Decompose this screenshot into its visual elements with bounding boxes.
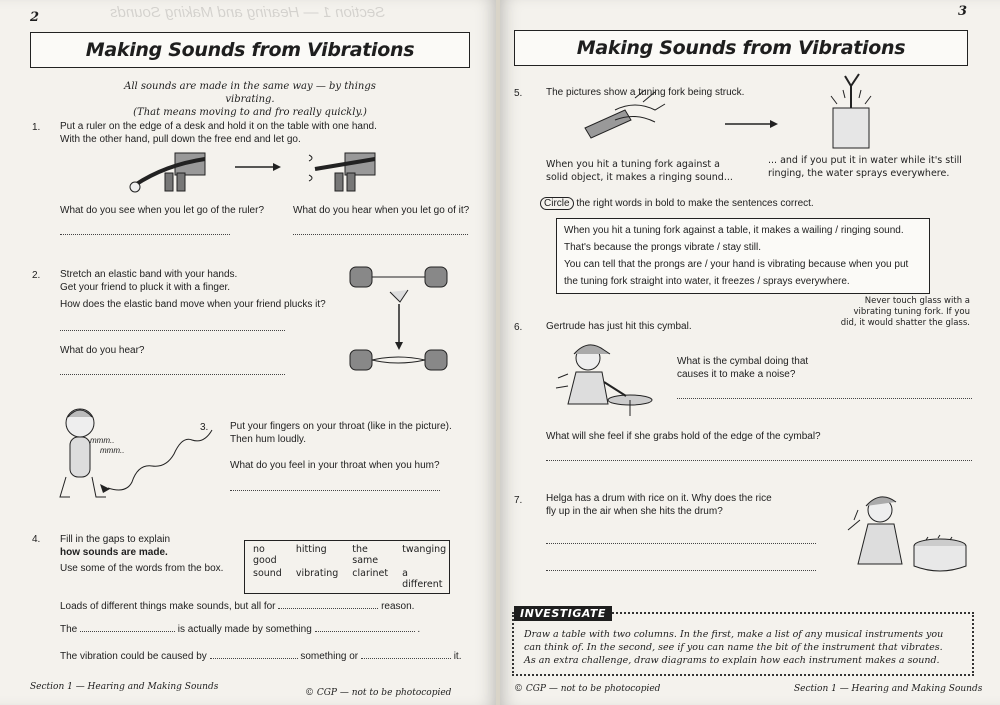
investigate-heading: INVESTIGATE bbox=[514, 606, 612, 621]
page-number: 2 bbox=[30, 10, 40, 25]
question-1-see: What do you see when you let go of the ruler? bbox=[60, 205, 265, 216]
answer-line-6a[interactable] bbox=[677, 398, 972, 399]
gap-sentence-3c: it. bbox=[453, 651, 462, 662]
question-6-ask-1-line-2: causes it to make a noise? bbox=[677, 369, 796, 380]
answer-line-1b[interactable] bbox=[293, 234, 468, 235]
question-6-ask-2: What will she feel if she grabs hold of the edge of the cymbal? bbox=[546, 431, 821, 442]
hum-text-1: mmm.. bbox=[90, 436, 115, 445]
gap-sentence-2 bbox=[60, 623, 420, 636]
gap-sentence-3b: something or bbox=[300, 651, 359, 662]
caption-1-line-2: solid object, it makes a ringing sound... bbox=[546, 172, 733, 183]
intro-line-2: (That means moving to and fro really quickly.) bbox=[133, 107, 367, 118]
question-5-number: 5. bbox=[514, 88, 523, 99]
question-3-ask: What do you feel in your throat when you hum? bbox=[230, 460, 440, 471]
investigate-text bbox=[524, 628, 962, 667]
answer-line-7a[interactable] bbox=[546, 543, 816, 544]
page-title: Making Sounds from Vibrations bbox=[85, 39, 415, 61]
word-item: sound bbox=[253, 568, 282, 579]
question-3-line-2: Then hum loudly. bbox=[230, 434, 306, 445]
tuning-fork-illustration bbox=[575, 68, 885, 150]
gap-blank-3[interactable] bbox=[315, 631, 415, 632]
question-4-line-3: Use some of the words from the box. bbox=[60, 563, 224, 574]
word-item: a different bbox=[402, 568, 443, 590]
answer-line-7b[interactable] bbox=[546, 570, 816, 571]
question-2-line-1: Stretch an elastic band with your hands. bbox=[60, 269, 238, 280]
circle-instruction bbox=[540, 197, 814, 210]
circle-words-box bbox=[556, 218, 930, 294]
question-7-line-1: Helga has a drum with rice on it. Why does the rice bbox=[546, 493, 772, 504]
question-1-number: 1. bbox=[32, 122, 41, 133]
box-line-1: When you hit a tuning fork against a table, it makes a wailing / ringing sound. bbox=[564, 225, 904, 236]
footer-left: Section 1 — Hearing and Making Sounds bbox=[30, 682, 219, 692]
question-7-number: 7. bbox=[514, 495, 523, 506]
question-6-ask-1 bbox=[677, 355, 877, 381]
question-2-move: How does the elastic band move when your friend plucks it? bbox=[60, 299, 326, 310]
safety-note-line-3: did, it would shatter the glass. bbox=[840, 318, 970, 328]
investigate-line-1: Draw a table with two columns. In the first, make a list of any musical instruments you bbox=[524, 629, 944, 640]
gap-sentence-1 bbox=[60, 600, 414, 613]
caption-2-line-1: ... and if you put it in water while it's still bbox=[768, 155, 962, 166]
answer-line-3[interactable] bbox=[230, 490, 440, 491]
intro-line-1: All sounds are made in the same way — by things vibrating. bbox=[124, 81, 376, 105]
question-4-line-2: how sounds are made. bbox=[60, 547, 168, 558]
investigate-line-2: can think of. In the second, see if you can name the bit of the instrument that vibrates. bbox=[524, 642, 943, 653]
question-2-text bbox=[60, 268, 340, 294]
question-3-line-1: Put your fingers on your throat (like in the picture). bbox=[230, 421, 452, 432]
ruler-illustration bbox=[125, 145, 405, 200]
question-1-line-2: With the other hand, pull down the free end and let go. bbox=[60, 134, 301, 145]
question-7-line-2: fly up in the air when she hits the drum? bbox=[546, 506, 723, 517]
box-line-3: You can tell that the prongs are / your hand is vibrating because when you put bbox=[564, 259, 909, 270]
question-2-hear: What do you hear? bbox=[60, 345, 145, 356]
answer-line-6b[interactable] bbox=[546, 460, 972, 461]
question-6-intro: Gertrude has just hit this cymbal. bbox=[546, 321, 692, 332]
box-line-2: That's because the prongs vibrate / stay still. bbox=[564, 242, 762, 253]
word-box bbox=[244, 540, 450, 594]
helga-drum-illustration bbox=[840, 490, 975, 575]
question-1-text bbox=[60, 120, 460, 146]
caption-2-line-2: ringing, the water sprays everywhere. bbox=[768, 168, 950, 179]
question-4-number: 4. bbox=[32, 534, 41, 545]
question-5-intro: The pictures show a tuning fork being struck. bbox=[546, 87, 745, 98]
caption-1 bbox=[546, 158, 746, 184]
show-through-text: Section 1 — Hearing and Making Sounds bbox=[110, 4, 386, 21]
gap-sentence-3a: The vibration could be caused by bbox=[60, 651, 207, 662]
gap-sentence-1a: Loads of different things make sounds, but all for bbox=[60, 601, 276, 612]
hum-text-2: mmm.. bbox=[100, 446, 125, 455]
question-3-text bbox=[230, 420, 475, 446]
question-6-ask-1-line-1: What is the cymbal doing that bbox=[677, 356, 809, 367]
question-2-number: 2. bbox=[32, 270, 41, 281]
investigate-box bbox=[512, 612, 974, 676]
answer-line-1a[interactable] bbox=[60, 234, 230, 235]
question-1-line-1: Put a ruler on the edge of a desk and hold it on the table with one hand. bbox=[60, 121, 377, 132]
humming-boy-illustration bbox=[52, 405, 222, 505]
footer-right: © CGP — not to be photocopied bbox=[305, 688, 452, 698]
page-title-box bbox=[514, 30, 968, 66]
box-line-4: the tuning fork straight into water, it freezes / sprays everywhere. bbox=[564, 276, 850, 287]
gap-sentence-3 bbox=[60, 650, 461, 663]
gap-blank-1[interactable] bbox=[278, 608, 378, 609]
question-1-hear: What do you hear when you let go of it? bbox=[293, 205, 470, 216]
word-item: clarinet bbox=[352, 568, 389, 579]
question-7-text bbox=[546, 492, 826, 518]
question-4-line-1: Fill in the gaps to explain bbox=[60, 534, 171, 545]
page-number: 3 bbox=[958, 4, 968, 19]
word-item: no good bbox=[253, 544, 277, 566]
safety-note-line-1: Never touch glass with a bbox=[864, 296, 970, 306]
gap-blank-2[interactable] bbox=[80, 631, 175, 632]
right-page bbox=[500, 0, 1000, 705]
page-title: Making Sounds from Vibrations bbox=[576, 37, 906, 59]
question-2-line-2: Get your friend to pluck it with a finger. bbox=[60, 282, 231, 293]
footer-left: © CGP — not to be photocopied bbox=[514, 684, 661, 694]
gertrude-cymbal-illustration bbox=[548, 338, 658, 418]
answer-line-2b[interactable] bbox=[60, 374, 285, 375]
left-page bbox=[0, 0, 496, 705]
answer-line-2a[interactable] bbox=[60, 330, 285, 331]
footer-right: Section 1 — Hearing and Making Sounds bbox=[794, 684, 983, 694]
intro-text bbox=[110, 80, 390, 119]
gap-sentence-2b: is actually made by something bbox=[177, 624, 312, 635]
circle-word: Circle bbox=[540, 197, 574, 210]
question-4-text bbox=[60, 533, 240, 575]
gap-sentence-2c: . bbox=[417, 624, 421, 635]
safety-note bbox=[820, 296, 970, 329]
investigate-line-3: As an extra challenge, draw diagrams to explain how each instrument makes a sound. bbox=[524, 655, 940, 666]
word-item: the same bbox=[352, 544, 379, 566]
caption-2 bbox=[768, 154, 988, 180]
gap-sentence-2a: The bbox=[60, 624, 78, 635]
elastic-band-illustration bbox=[345, 262, 455, 377]
question-6-number: 6. bbox=[514, 322, 523, 333]
page-title-box bbox=[30, 32, 470, 68]
word-item: vibrating bbox=[295, 568, 339, 579]
caption-1-line-1: When you hit a tuning fork against a bbox=[546, 159, 720, 170]
gap-sentence-1b: reason. bbox=[381, 601, 415, 612]
safety-note-line-2: vibrating tuning fork. If you bbox=[853, 307, 970, 317]
word-item: twanging bbox=[402, 544, 447, 555]
question-3-number: 3. bbox=[200, 422, 209, 433]
circle-instruction-rest: the right words in bold to make the sentences correct. bbox=[576, 198, 814, 209]
gap-blank-4[interactable] bbox=[210, 658, 298, 659]
gap-blank-5[interactable] bbox=[361, 658, 451, 659]
word-item: hitting bbox=[295, 544, 327, 555]
